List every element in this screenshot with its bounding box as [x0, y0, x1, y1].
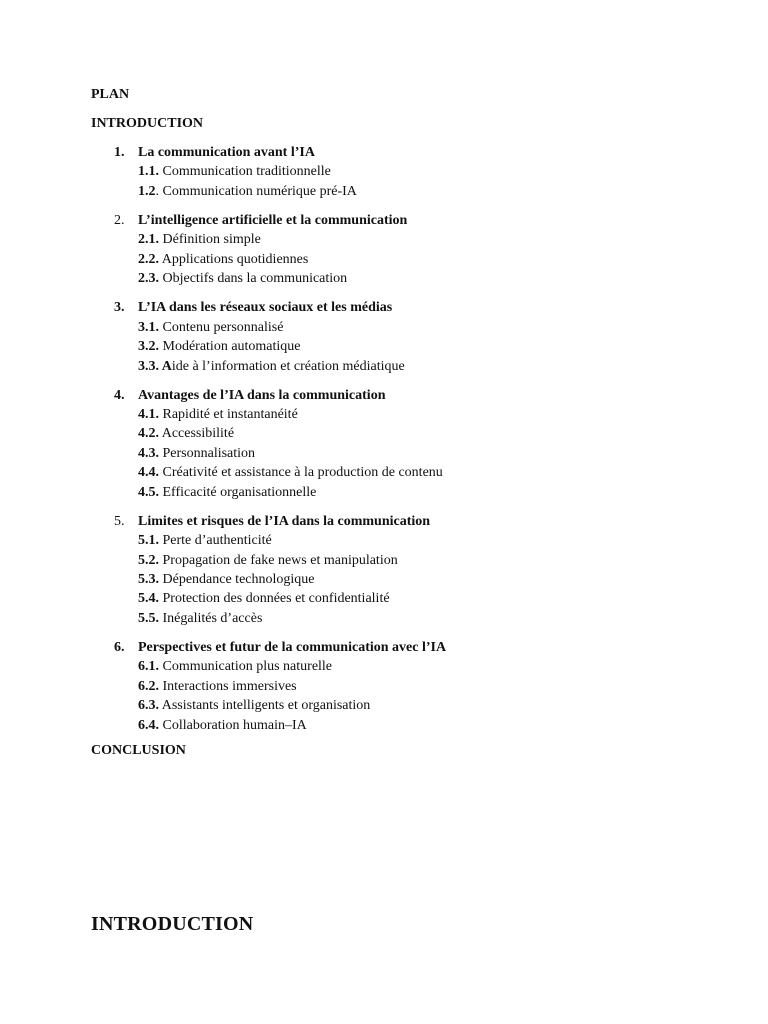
subsection-title: Dépendance technologique	[159, 572, 315, 587]
subsection-title: Inégalités d’accès	[159, 610, 263, 626]
toc-subsection	[91, 570, 731, 589]
toc-subsection	[91, 182, 731, 201]
toc-subsection	[91, 318, 731, 337]
subsection-title: Perte d’authenticité	[159, 533, 272, 549]
toc-subsection	[91, 444, 731, 463]
toc-conclusion: CONCLUSION	[91, 743, 186, 758]
toc-introduction: INTRODUCTION	[91, 116, 204, 131]
subsection-title: Interactions immersives	[159, 678, 297, 694]
toc-section	[91, 638, 731, 735]
toc-subsection	[91, 250, 731, 269]
subsection-title: Efficacité organisationnelle	[159, 484, 317, 500]
subsection-title: Applications quotidiennes	[159, 251, 309, 267]
subsection-title: Collaboration humain–IA	[159, 717, 307, 733]
subsection-title: Objectifs dans la communication	[159, 271, 348, 287]
subsection-number: 2.1.	[138, 232, 159, 248]
toc-subsection	[91, 405, 731, 424]
toc-section	[91, 386, 731, 502]
subsection-number: 4.3.	[138, 445, 159, 461]
subsection-title: Accessibilité	[159, 426, 235, 442]
toc-subsection	[91, 269, 731, 288]
subsection-number: 4.5.	[138, 484, 159, 500]
toc-subsection	[91, 483, 731, 502]
subsection-number: 5.4.	[138, 591, 159, 607]
section-title: L’IA dans les réseaux sociaux et les médias	[138, 300, 393, 316]
subsection-number: 6.1.	[138, 659, 159, 675]
subsection-number: 5.3.	[138, 572, 159, 587]
subsection-title: Communication plus naturelle	[159, 659, 333, 675]
table-of-contents	[91, 143, 731, 745]
subsection-title: Protection des données et confidentialité	[159, 591, 390, 607]
toc-subsection	[91, 696, 731, 715]
toc-subsection	[91, 677, 731, 696]
section-title: Avantages de l’IA dans la communication	[138, 387, 386, 403]
subsection-title: Contenu personnalisé	[159, 319, 284, 335]
subsection-number: 3.3. A	[138, 358, 172, 374]
subsection-title: . Communication numérique pré-IA	[155, 183, 357, 199]
subsection-number: 4.1.	[138, 407, 159, 423]
toc-subsection	[91, 162, 731, 181]
subsection-title: Assistants intelligents et organisation	[159, 698, 371, 714]
introduction-title: INTRODUCTION	[91, 913, 254, 935]
subsection-number: 5.5.	[138, 610, 159, 626]
subsection-number: 4.4.	[138, 465, 159, 481]
toc-subsection	[91, 531, 731, 550]
toc-section	[91, 298, 731, 376]
toc-subsection	[91, 589, 731, 608]
toc-subsection	[91, 657, 731, 676]
section-title: L’intelligence artificielle et la communication	[138, 212, 408, 228]
section-number: 1.	[114, 145, 125, 160]
section-title: La communication avant l’IA	[138, 145, 315, 160]
section-number: 3.	[114, 300, 125, 316]
subsection-number: 5.2.	[138, 552, 159, 568]
subsection-title: Définition simple	[159, 232, 261, 248]
subsection-title: Propagation de fake news et manipulation	[159, 552, 398, 568]
toc-subsection	[91, 716, 731, 735]
subsection-title: Modération automatique	[159, 339, 301, 355]
toc-subsection	[91, 357, 731, 376]
subsection-number: 2.2.	[138, 251, 159, 267]
subsection-title: Communication traditionnelle	[159, 164, 331, 180]
toc-section	[91, 211, 731, 289]
toc-section	[91, 143, 731, 201]
toc-subsection	[91, 337, 731, 356]
subsection-number: 1.1.	[138, 164, 159, 180]
toc-subsection	[91, 230, 731, 249]
subsection-number: 6.4.	[138, 717, 159, 733]
toc-subsection	[91, 463, 731, 482]
toc-subsection	[91, 609, 731, 628]
subsection-number: 6.2.	[138, 678, 159, 694]
subsection-title: Personnalisation	[159, 445, 256, 461]
toc-subsection	[91, 551, 731, 570]
section-number: 2.	[114, 212, 125, 228]
section-number: 6.	[114, 639, 125, 655]
subsection-number: 6.3.	[138, 698, 159, 714]
toc-subsection	[91, 424, 731, 443]
subsection-number: 2.3.	[138, 271, 159, 287]
section-title: Perspectives et futur de la communication avec l’IA	[138, 639, 447, 655]
subsection-title: ide à l’information et création médiatique	[171, 358, 405, 374]
subsection-number: 3.2.	[138, 339, 159, 355]
section-number: 5.	[114, 513, 125, 529]
subsection-number: 3.1.	[138, 319, 159, 335]
toc-section	[91, 512, 731, 628]
subsection-number: 5.1.	[138, 533, 159, 549]
section-number: 4.	[114, 387, 125, 403]
section-title: Limites et risques de l’IA dans la communication	[138, 513, 431, 529]
subsection-title: Créativité et assistance à la production de contenu	[159, 465, 443, 481]
subsection-number: 4.2.	[138, 426, 159, 442]
subsection-title: Rapidité et instantanéité	[159, 407, 298, 423]
subsection-number: 1.2	[138, 183, 156, 199]
plan-heading: PLAN	[91, 87, 130, 102]
